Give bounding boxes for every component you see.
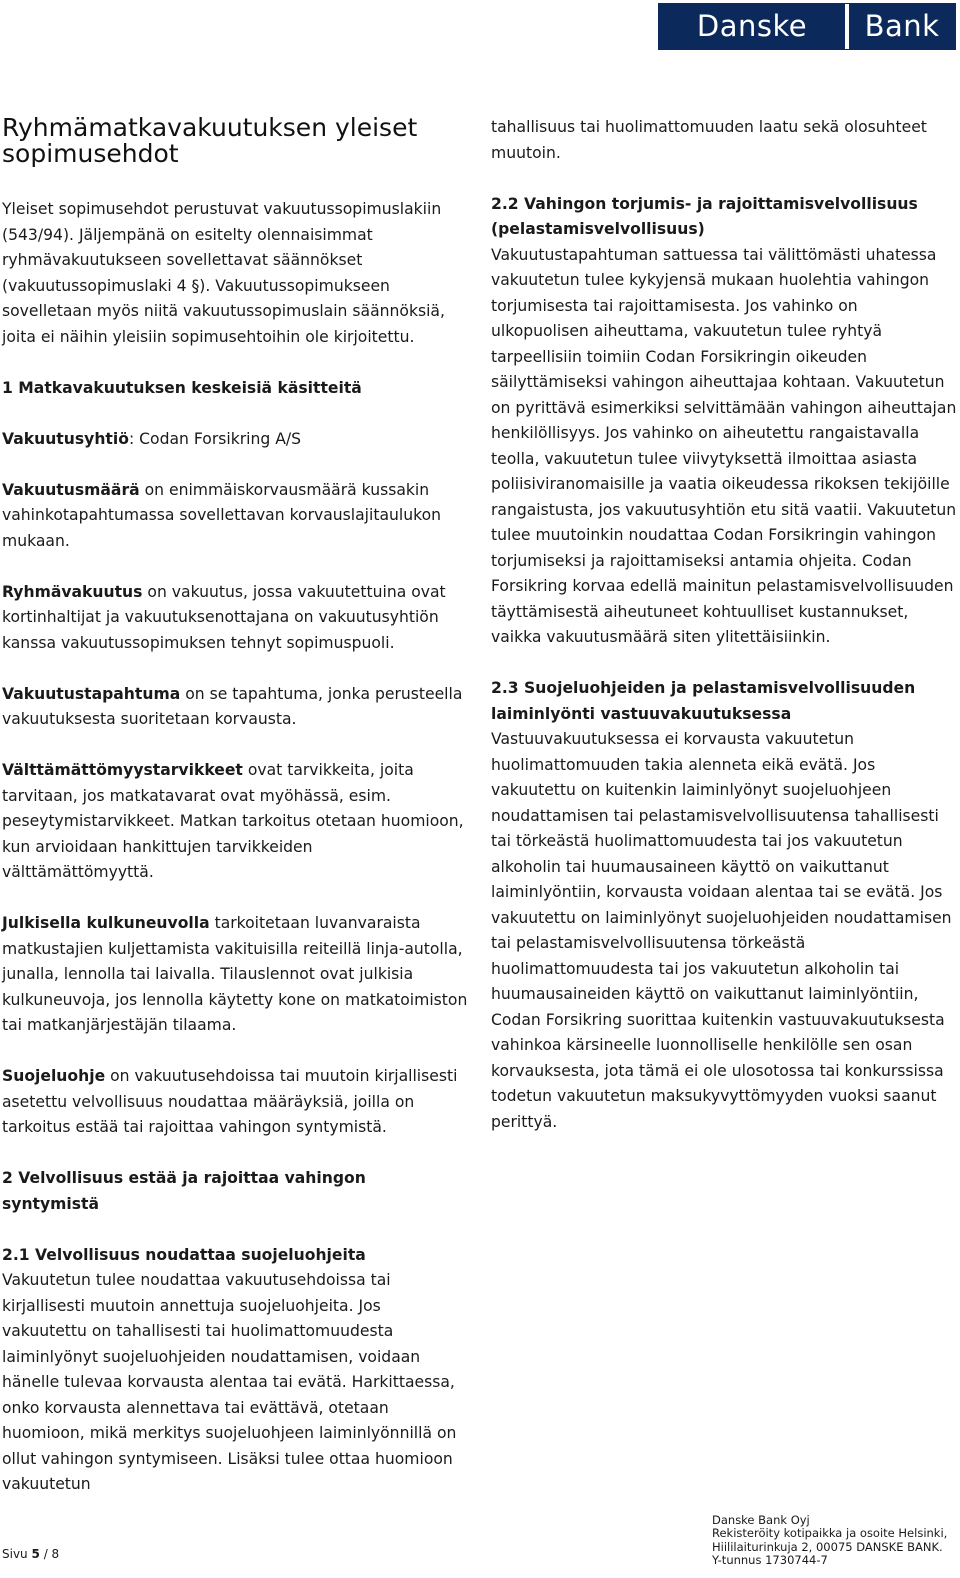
danske-bank-logo <box>658 3 956 50</box>
term-label: Vakuutusyhtiö <box>2 429 129 448</box>
term-label: Suojeluohje <box>2 1067 106 1085</box>
document-title: Ryhmämatkavakuutuksen yleiset sopimusehdot <box>2 113 418 168</box>
term-label: Vakuutusmäärä <box>2 480 140 499</box>
term-label: Julkisella kulkuneuvolla <box>2 914 210 932</box>
term-group-insurance: Ryhmävakuutus on vakuutus, jossa vakuutettuina ovat kortinhaltijat ja vakuutuksenottajana on vakuutusyhtiön kanssa vakuutussopimuksen tehnyt sopimuspuoli. <box>2 582 446 652</box>
right-column <box>491 115 957 1161</box>
term-label: Vakuutustapahtuma <box>2 684 181 703</box>
logo-word-danske: Danske <box>659 4 845 49</box>
section2-2-text: Vakuutustapahtuman sattuessa tai välittömästi uhatessa vakuutetun tulee kykyjensä mukaan huolehtia vahingon torjumisesta tai rajoittamisesta. Jos vahinko on ulkopuolisen aiheuttama, vakuutetun tulee ryhtyä tarpeellisiin toimiin Codan Forsikringin oikeuden säilyttämiseksi vahingon aiheuttajaa kohtaan. Vakuutetun on pyrittävä esimerkiksi selvittämään vahingon aiheuttajan henkilöllisyys. Jos vahinko on aiheutettu rangaistavalla teolla, vakuutetun tulee viivytyksettä ilmoittaa asiasta poliisiviranomaisille ja vaatia oikeudessa rikoksen tekijöille rangaistusta, jos vakuutusyhtiön etu sitä vaatii. Vakuutetun tulee muutoinkin noudattaa Codan Forsikringin vahingon torjumiseksi ja rajoittamiseksi antamia ohjeita. Codan Forsikring korvaa edellä mainitun pelastamisvelvollisuuden täyttämisestä aiheutuneet kohtuulliset kustannukset, vaikka vakuutusmäärä siten ylitettäisiinkin. <box>491 245 957 646</box>
term-label: Välttämättömyystarvikkeet <box>2 761 243 779</box>
intro-paragraph: Yleiset sopimusehdot perustuvat vakuutussopimuslakiin (543/94). Jäljempänä on esitelty olennaisimmat ryhmävakuutukseen sovellettavat säännökset (vakuutussopimuslaki 4 §). Vakuutussopimukseen sovelletaan myös niitä vakuutussopimuslain säännöksiä, joita ei näihin yleisiin sopimusehtoihin ole kirjoitettu. <box>2 200 445 346</box>
section2-3-heading: 2.3 Suojeluohjeiden ja pelastamisvelvollisuuden laiminlyönti vastuuvakuutuksessa <box>491 679 916 723</box>
section2-2-heading: 2.2 Vahingon torjumis- ja rajoittamisvelvollisuus (pelastamisvelvollisuus) <box>491 194 918 238</box>
term-insurer: Vakuutusyhtiö: Codan Forsikring A/S <box>2 429 302 448</box>
term-insured-event: Vakuutustapahtuma on se tapahtuma, jonka perusteella vakuutuksesta suoritetaan korvausta. <box>2 684 463 728</box>
company-address: Danske Bank Oyj Rekisteröity kotipaikka ja osoite Helsinki, Hiililaiturinkuja 2, 00075 DANSKE BANK. Y-tunnus 1730744-7 <box>712 1513 948 1568</box>
term-sum-insured: Vakuutusmäärä on enimmäiskorvausmäärä kussakin vahinkotapahtumassa sovellettavan korvauslajitaulukon mukaan. <box>2 480 441 550</box>
section2-1-text: Vakuutetun tulee noudattaa vakuutusehdoissa tai kirjallisesti muutoin annettuja suojeluohjeita. Jos vakuutettu on tahallisesti tai huolimattomuudesta laiminlyönyt suojeluohjeiden noudattamisen, voidaan hänelle tulevaa korvausta alentaa tai evätä. Harkittaessa, onko korvausta alennettava tai evättävä, otetaan huomioon, mikä merkitys suojeluohjeen laiminlyönnillä on ollut vahingon syntymiseen. Lisäksi tulee ottaa huomioon vakuutetun <box>2 1271 457 1493</box>
section2-1-heading: 2.1 Velvollisuus noudattaa suojeluohjeita <box>2 1245 366 1264</box>
section2-1-continuation: tahallisuus tai huolimattomuuden laatu sekä olosuhteet muutoin. <box>491 118 927 162</box>
section1-heading: 1 Matkavakuutuksen keskeisiä käsitteitä <box>2 378 362 397</box>
section2-heading: 2 Velvollisuus estää ja rajoittaa vahingon syntymistä <box>2 1169 366 1213</box>
term-label: Ryhmävakuutus <box>2 582 143 601</box>
logo-word-bank: Bank <box>849 4 955 49</box>
section2-3-text: Vastuuvakuutuksessa ei korvausta vakuutetun huolimattomuuden takia alenneta eikä evätä. Jos vakuutettu on kuitenkin laiminlyönyt suojeluohjeen noudattamisen tai pelastamisvelvollisuutensa tahallisesti tai törkeästä huolimattomuudesta tai jos vakuutetun alkoholin tai huumausaineen käyttö on vaikuttanut laiminlyöntiin, korvausta voidaan alentaa tai se evätä. Jos vakuutettu on laiminlyönyt suojeluohjeiden noudattamisen tai pelastamisvelvollisuutensa törkeästä huolimattomuudesta tai jos vakuutetun alkoholin tai huumausaineiden käyttö on vaikuttanut laiminlyöntiin, Codan Forsikring suorittaa kuitenkin vastuuvakuutuksesta vahinkoa kärsineelle luonnolliselle henkilölle sen osan korvauksesta, jota tämä ei ole ulosotossa tai konkurssissa todetun vakuutetun maksukyvyttömyyden vuoksi saanut perittyä. <box>491 730 952 1131</box>
page-number: Sivu 5 / 8 <box>2 1547 60 1561</box>
left-column <box>2 115 468 1523</box>
term-necessities: Välttämättömyystarvikkeet ovat tarvikkeita, joita tarvitaan, jos matkatavarat ovat myöhässä, esim. peseytymistarvikkeet. Matkan tarkoitus otetaan huomioon, kun arvioidaan hankittujen tarvikkeiden välttämättömyyttä. <box>2 761 464 881</box>
term-public-transport: Julkisella kulkuneuvolla tarkoitetaan luvanvaraista matkustajien kuljettamista vakituisilla reiteillä linja-autolla, junalla, lennolla tai laivalla. Tilauslennot ovat julkisia kulkuneuvoja, jos lennolla käytetty kone on matkatoimiston tai matkanjärjestäjän tilaama. <box>2 914 468 1034</box>
term-safety-instruction: Suojeluohje on vakuutusehdoissa tai muutoin kirjallisesti asetettu velvollisuus noudattaa määräyksiä, joilla on tarkoitus estää tai rajoittaa vahingon syntymistä. <box>2 1067 458 1136</box>
